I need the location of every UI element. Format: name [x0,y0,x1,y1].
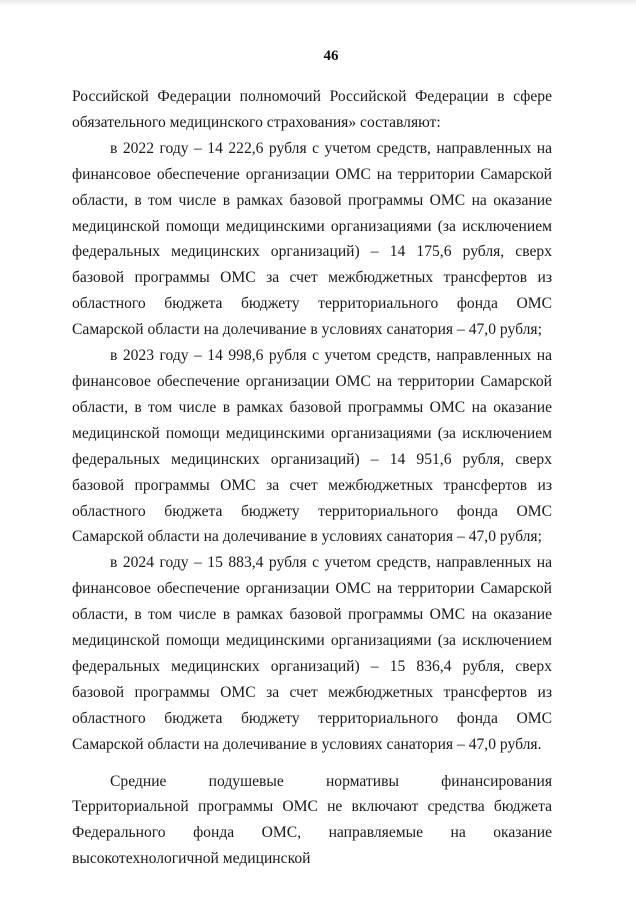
paragraph-2023: в 2023 году – 14 998,6 рубля с учетом средств, направленных на финансовое обеспечение организации ОМС на территории Самарской области, в том числе в рамках базовой программы ОМС на оказание медицинской помощи медицинскими организациями (за исключением федеральных медицинских организаций) – 14 951,6 рубля, сверх базовой программы ОМС за счет межбюджетных трансфертов из областного бюджета бюджету территориального фонда ОМС Самарской области на долечивание в условиях санатория – 47,0 рубля; [72,347,552,546]
page-number: 46 [323,48,339,64]
paragraph-2022: в 2022 году – 14 222,6 рубля с учетом средств, направленных на финансовое обеспечение организации ОМС на территории Самарской области, в том числе в рамках базовой программы ОМС на оказание медицинской помощи медицинскими организациями (за исключением федеральных медицинских организаций) – 14 175,6 рубля, сверх базовой программы ОМС за счет межбюджетных трансфертов из областного бюджета бюджету территориального фонда ОМС Самарской области на долечивание в условиях санатория – 47,0 рубля; [72,139,552,339]
document-body [72,84,552,872]
paragraph-per-capita-norms: Средние подушевые нормативы финансирования Территориальной программы ОМС не включают средства бюджета Федерального фонда ОМС, направляемые на оказание высокотехнологичной медицинской [72,772,552,868]
scan-edge-shadow [0,0,636,6]
paragraph-2024: в 2024 году – 15 883,4 рубля с учетом средств, направленных на финансовое обеспечение организации ОМС на территории Самарской области, в том числе в рамках базовой программы ОМС на оказание медицинской помощи медицинскими организациями (за исключением федеральных медицинских организаций) – 15 836,4 рубля, сверх базовой программы ОМС за счет межбюджетных трансфертов из областного бюджета бюджету территориального фонда ОМС Самарской области на долечивание в условиях санатория – 47,0 рубля. [72,554,552,753]
paragraph-intro-continuation: Российской Федерации полномочий Российской Федерации в сфере обязательного медицинского страхования» составляют: [72,88,552,131]
